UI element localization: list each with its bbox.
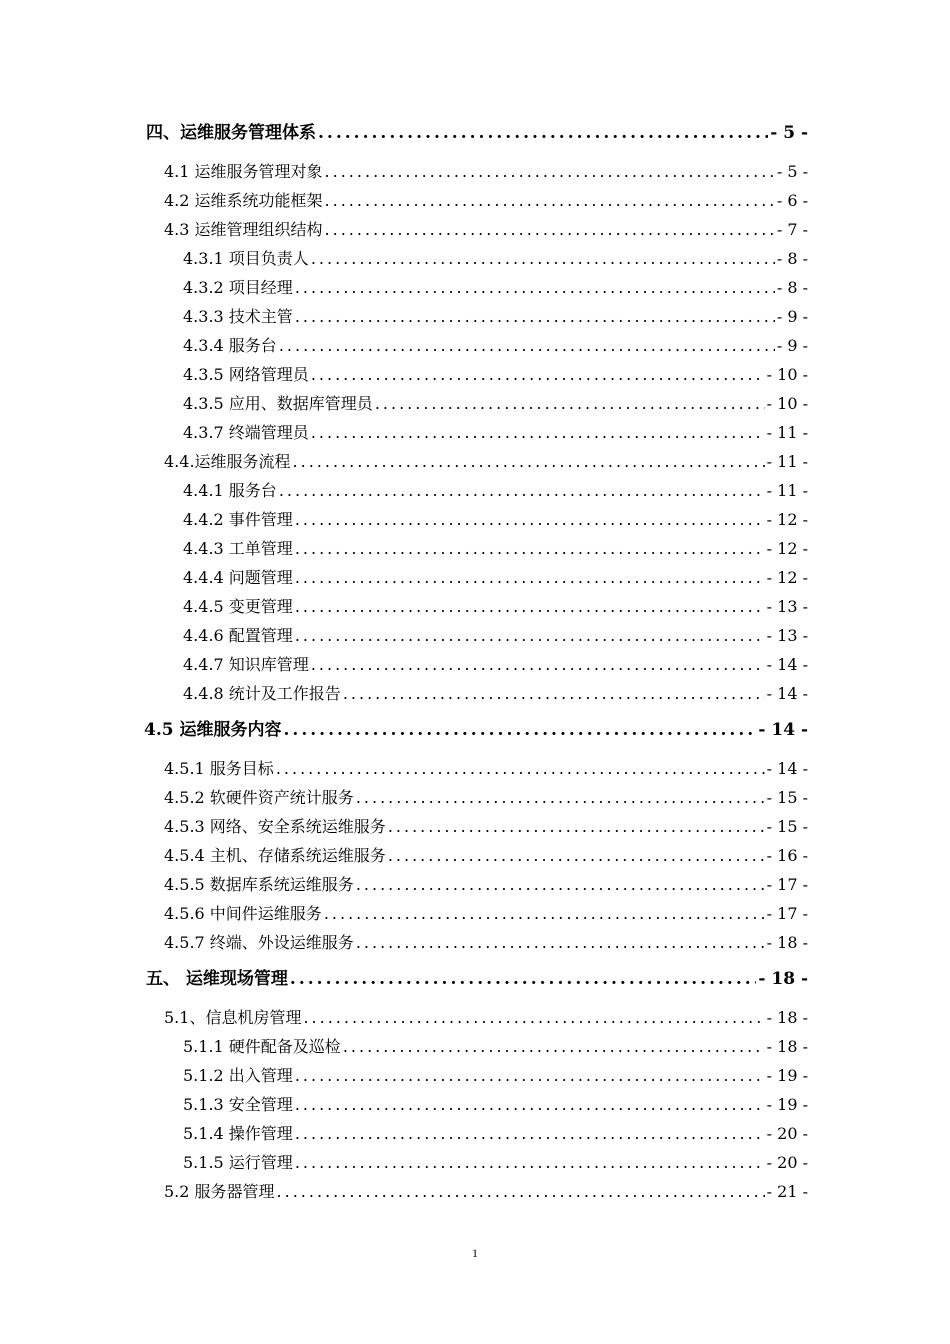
toc-dot-leader: [375, 392, 765, 416]
toc-dot-leader: [295, 1151, 765, 1175]
toc-entry-page: - 10 -: [766, 365, 808, 384]
toc-entry-title: 4.3.7 终端管理员: [183, 423, 309, 442]
toc-entry-page: - 14 -: [766, 655, 808, 674]
toc-entry-title: 4.4.4 问题管理: [183, 568, 293, 587]
toc-entry-page: - 15 -: [766, 817, 808, 836]
toc-entry-page: - 13 -: [766, 626, 808, 645]
toc-entry-page: - 14 -: [766, 759, 808, 778]
toc-entry-page: - 9 -: [776, 307, 808, 326]
toc-entry-page: - 8 -: [776, 278, 808, 297]
toc-entry-page: - 20 -: [766, 1153, 808, 1172]
toc-entry[interactable]: [183, 305, 808, 329]
toc-entry-title: 4.4.8 统计及工作报告: [183, 684, 341, 703]
toc-entry[interactable]: [146, 967, 808, 991]
toc-entry-title: 4.4.7 知识库管理: [183, 655, 309, 674]
toc-dot-leader: [279, 334, 775, 358]
toc-dot-leader: [276, 757, 765, 781]
toc-entry[interactable]: [183, 595, 808, 619]
toc-entry-title: 4.4.3 工单管理: [183, 539, 293, 558]
toc-entry-title: 4.5 运维服务内容: [144, 720, 282, 740]
toc-entry-title: 4.3 运维管理组织结构: [164, 220, 323, 239]
toc-entry-page: - 16 -: [766, 846, 808, 865]
toc-dot-leader: [356, 786, 765, 810]
toc-entry-page: - 12 -: [766, 510, 808, 529]
toc-dot-leader: [325, 218, 775, 242]
toc-dot-leader: [356, 931, 765, 955]
toc-dot-leader: [295, 1122, 765, 1146]
toc-entry[interactable]: [183, 1035, 808, 1059]
toc-entry-page: - 12 -: [766, 539, 808, 558]
toc-entry-title: 5.1.3 安全管理: [183, 1095, 293, 1114]
toc-entry-title: 4.4.运维服务流程: [164, 452, 291, 471]
toc-entry-title: 5.2 服务器管理: [164, 1182, 275, 1201]
toc-entry-title: 5.1.1 硬件配备及巡检: [183, 1037, 341, 1056]
toc-entry-page: - 7 -: [776, 220, 808, 239]
toc-entry[interactable]: [164, 757, 808, 781]
toc-entry-title: 四、运维服务管理体系: [146, 123, 316, 143]
toc-entry[interactable]: [183, 1093, 808, 1117]
toc-entry[interactable]: [164, 844, 808, 868]
toc-entry[interactable]: [164, 786, 808, 810]
toc-entry[interactable]: [146, 121, 808, 145]
toc-entry-title: 5.1.5 运行管理: [183, 1153, 293, 1172]
toc-entry-page: - 11 -: [766, 452, 808, 471]
toc-entry[interactable]: [183, 247, 808, 271]
toc-dot-leader: [356, 873, 765, 897]
toc-entry[interactable]: [183, 624, 808, 648]
toc-entry-title: 4.5.7 终端、外设运维服务: [164, 933, 354, 952]
toc-entry[interactable]: [183, 508, 808, 532]
toc-entry[interactable]: [183, 479, 808, 503]
toc-dot-leader: [318, 121, 768, 145]
toc-entry-title: 4.3.5 网络管理员: [183, 365, 309, 384]
toc-entry[interactable]: [183, 392, 808, 416]
toc-dot-leader: [311, 653, 765, 677]
toc-entry-title: 4.5.6 中间件运维服务: [164, 904, 322, 923]
toc-entry-title: 4.5.2 软硬件资产统计服务: [164, 788, 354, 807]
toc-entry-page: - 6 -: [776, 191, 808, 210]
toc-dot-leader: [295, 1093, 765, 1117]
toc-entry-title: 4.5.5 数据库系统运维服务: [164, 875, 354, 894]
toc-entry-title: 五、 运维现场管理: [146, 969, 288, 989]
toc-entry[interactable]: [183, 276, 808, 300]
toc-entry[interactable]: [164, 815, 808, 839]
toc-dot-leader: [311, 363, 765, 387]
toc-entry[interactable]: [183, 421, 808, 445]
toc-dot-leader: [290, 967, 756, 991]
toc-entry-title: 4.3.4 服务台: [183, 336, 277, 355]
toc-entry-page: - 19 -: [766, 1066, 808, 1085]
toc-dot-leader: [324, 902, 765, 926]
toc-entry-title: 5.1.2 出入管理: [183, 1066, 293, 1085]
toc-dot-leader: [279, 479, 765, 503]
toc-entry-title: 4.3.3 技术主管: [183, 307, 293, 326]
toc-entry[interactable]: [164, 450, 808, 474]
toc-entry[interactable]: [183, 334, 808, 358]
toc-entry-title: 5.1、信息机房管理: [164, 1008, 302, 1027]
toc-entry-page: - 18 -: [758, 969, 808, 989]
toc-entry-page: - 18 -: [766, 933, 808, 952]
toc-entry-title: 4.1 运维服务管理对象: [164, 162, 323, 181]
toc-entry[interactable]: [183, 566, 808, 590]
toc-entry-page: - 20 -: [766, 1124, 808, 1143]
toc-entry-page: - 15 -: [766, 788, 808, 807]
toc-entry[interactable]: [183, 653, 808, 677]
toc-entry-page: - 17 -: [766, 904, 808, 923]
toc-entry-page: - 19 -: [766, 1095, 808, 1114]
toc-entry[interactable]: [144, 718, 808, 742]
toc-entry-page: - 12 -: [766, 568, 808, 587]
toc-entry-page: - 21 -: [766, 1182, 808, 1201]
toc-dot-leader: [311, 421, 765, 445]
toc-entry[interactable]: [164, 931, 808, 955]
toc-entry-title: 4.4.5 变更管理: [183, 597, 293, 616]
toc-entry-title: 4.5.4 主机、存储系统运维服务: [164, 846, 386, 865]
toc-entry-page: - 10 -: [766, 394, 808, 413]
toc-dot-leader: [295, 624, 765, 648]
toc-entry-title: 4.2 运维系统功能框架: [164, 191, 323, 210]
toc-dot-leader: [388, 815, 765, 839]
toc-dot-leader: [325, 189, 775, 213]
toc-entry[interactable]: [164, 1180, 808, 1204]
toc-dot-leader: [343, 1035, 765, 1059]
toc-entry-title: 4.4.6 配置管理: [183, 626, 293, 645]
toc-dot-leader: [295, 1064, 765, 1088]
toc-entry-page: - 11 -: [766, 423, 808, 442]
toc-entry-title: 4.3.1 项目负责人: [183, 249, 309, 268]
toc-entry[interactable]: [183, 537, 808, 561]
toc-entry-page: - 13 -: [766, 597, 808, 616]
toc-dot-leader: [388, 844, 765, 868]
toc-entry[interactable]: [164, 873, 808, 897]
toc-entry[interactable]: [183, 363, 808, 387]
toc-dot-leader: [295, 508, 765, 532]
toc-dot-leader: [295, 276, 775, 300]
toc-dot-leader: [284, 718, 757, 742]
toc-entry-page: - 11 -: [766, 481, 808, 500]
toc-dot-leader: [295, 595, 765, 619]
toc-dot-leader: [293, 450, 765, 474]
toc-dot-leader: [303, 1006, 764, 1030]
toc-entry-page: - 5 -: [770, 123, 808, 143]
toc-dot-leader: [311, 247, 775, 271]
toc-entry-page: - 18 -: [766, 1008, 808, 1027]
toc-entry-page: - 9 -: [776, 336, 808, 355]
toc-dot-leader: [295, 566, 765, 590]
toc-entry-title: 4.3.2 项目经理: [183, 278, 293, 297]
toc-entry[interactable]: [183, 1151, 808, 1175]
toc-entry-page: - 8 -: [776, 249, 808, 268]
toc-entry-title: 4.3.5 应用、数据库管理员: [183, 394, 373, 413]
toc-dot-leader: [277, 1180, 765, 1204]
toc-dot-leader: [325, 160, 775, 184]
toc-entry-title: 5.1.4 操作管理: [183, 1124, 293, 1143]
toc-entry-page: - 17 -: [766, 875, 808, 894]
toc-entry-page: - 5 -: [776, 162, 808, 181]
page-number: 1: [472, 1246, 478, 1260]
toc-entry-title: 4.4.2 事件管理: [183, 510, 293, 529]
toc-entry-page: - 18 -: [766, 1037, 808, 1056]
toc-entry-title: 4.4.1 服务台: [183, 481, 277, 500]
toc-dot-leader: [295, 305, 775, 329]
toc-entry-page: - 14 -: [758, 720, 808, 740]
toc-entry[interactable]: [183, 1064, 808, 1088]
toc-entry-page: - 14 -: [766, 684, 808, 703]
toc-entry[interactable]: [164, 902, 808, 926]
toc-dot-leader: [343, 682, 765, 706]
toc-entry[interactable]: [164, 218, 808, 242]
toc-entry[interactable]: [164, 160, 808, 184]
toc-entry-title: 4.5.1 服务目标: [164, 759, 274, 778]
toc-entry[interactable]: [183, 1122, 808, 1146]
toc-entry[interactable]: [164, 189, 808, 213]
toc-entry[interactable]: [164, 1006, 808, 1030]
toc-entry[interactable]: [183, 682, 808, 706]
toc-dot-leader: [295, 537, 765, 561]
toc-entry-title: 4.5.3 网络、安全系统运维服务: [164, 817, 386, 836]
